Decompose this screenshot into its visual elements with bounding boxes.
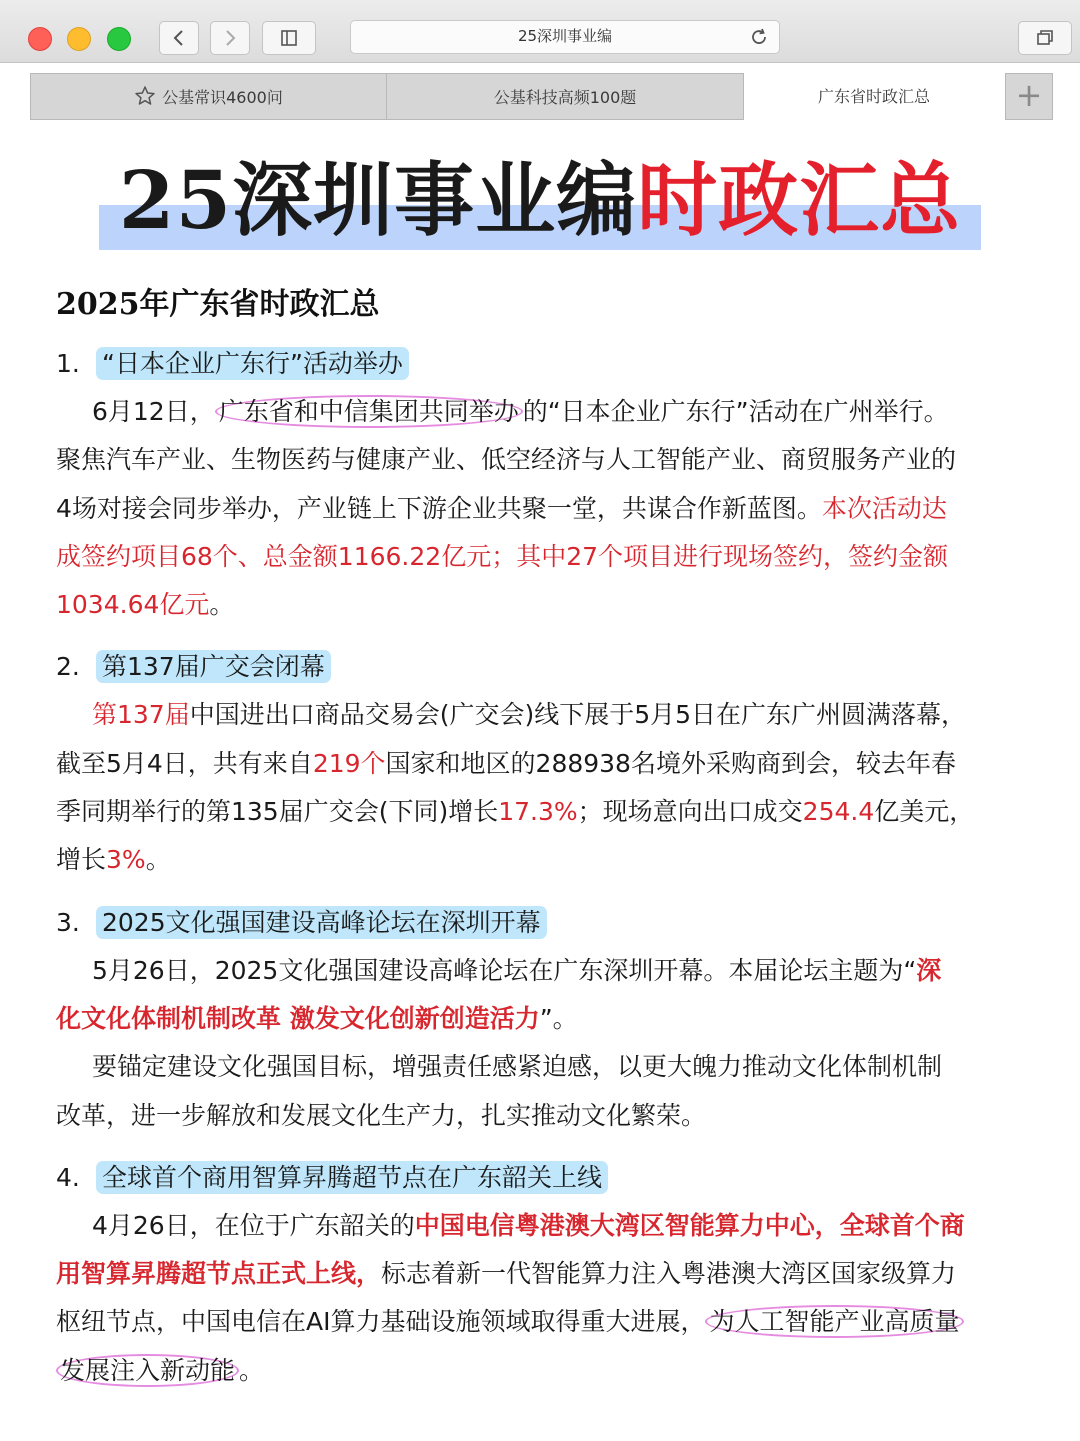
text-run: 标志着新一代智能算力注入粤港澳大湾区国家级算力 [381,1259,957,1289]
item-number: 1. [56,349,80,378]
sidebar-icon [280,29,298,47]
item-title-3 [56,899,1026,947]
text-run: 6月12日， [92,397,215,426]
item-title-text: 全球首个商用智算昇腾超节点在广东韶关上线 [96,1161,608,1194]
text-run: 枢纽节点，中国电信在AI算力基础设施领域取得重大进展， [56,1307,706,1337]
new-tab-button[interactable]: + [1005,73,1053,120]
highlight-text: 化文化体制机制改革 激发文化创新创造活力 [56,1003,540,1033]
tabs-overview-icon [1035,29,1055,47]
text-run: 。 [145,845,171,875]
item-paragraph-4 [56,1202,1026,1395]
highlight-text: 第137届 [92,700,190,730]
sidebar-toggle-button[interactable] [262,21,316,55]
item-title-text: 第137届广交会闭幕 [96,650,331,683]
item-number: 2. [56,652,80,682]
highlight-text: 成签约项目68个、总金额1166.22亿元；其中27个项目进行现场签约，签约金额 [56,541,949,571]
tab-label: 公基科技高频100题 [493,88,637,107]
text-run: ”。 [539,1003,578,1033]
headline-red: 时政汇总 [637,153,962,247]
item-number: 4. [56,1162,80,1192]
highlight-text: 深 [916,955,942,985]
star-icon [134,85,156,107]
highlight-text: 17.3% [498,797,578,827]
highlight-text: 本次活动达 [821,493,947,523]
text-run: 亿美元， [874,797,975,827]
text-run: 。 [209,590,235,620]
highlight-text: 219个 [312,748,386,778]
item-title-text: “日本企业广东行”活动举办 [96,347,409,380]
reload-icon[interactable] [749,27,769,47]
tab-label: 公基常识4600问 [162,88,283,107]
text-run: 聚焦汽车产业、生物医药与健康产业、低空经济与人工智能产业、商贸服务产业的 [56,445,957,475]
item-paragraph-2 [56,691,1026,884]
highlight-text: 254.4 [802,797,875,827]
item-title-4 [56,1154,1026,1202]
close-window-button[interactable] [28,27,52,51]
highlight-text: 3% [106,845,146,875]
text-run: 国家和地区的288938名境外采购商到会，较去年春 [385,748,956,778]
tab-public-knowledge[interactable] [30,73,387,120]
forward-button[interactable] [210,21,250,55]
text-run: 4场对接会同步举办，产业链上下游企业共聚一堂，共谋合作新蓝图。 [56,493,822,523]
show-tabs-button[interactable] [1018,21,1072,55]
tab-guangdong-politics[interactable] [744,73,1004,120]
item-paragraph-1 [56,388,1026,629]
circled-text: 为人工智能产业高质量 [705,1305,963,1338]
highlight-text: 中国电信粤港澳大湾区智能算力中心，全球首个商 [414,1210,965,1240]
text-run: ；现场意向出口成交 [577,797,803,827]
text-run: 季同期举行的第135届广交会(下同)增长 [56,797,499,827]
text-run: 5月26日，2025文化强国建设高峰论坛在广东深圳开幕。本届论坛主题为“ [92,955,917,985]
text-run: 增长 [56,845,107,875]
text-run: 。 [239,1355,265,1385]
item-title-2 [56,643,1026,691]
headline-black: 25深圳事业编 [118,153,638,247]
headline-banner [0,150,1080,260]
article-body [56,340,1026,1395]
headline [0,152,1080,248]
page-title: 25深圳事业编 [517,27,613,45]
item-title-text: 2025文化强国建设高峰论坛在深圳开幕 [96,906,547,939]
item-title-1 [56,340,1026,388]
text-run: 4月26日，在位于广东韶关的 [92,1210,415,1240]
text-run: 改革，进一步解放和发展文化生产力，扎实推动文化繁荣。 [56,1100,707,1130]
text-run: 要锚定建设文化强国目标，增强责任感紧迫感，以更大魄力推动文化体制机制 [92,1052,943,1082]
item-paragraph-3 [56,947,1026,1140]
zoom-window-button[interactable] [107,27,131,51]
highlight-text: 用智算昇腾超节点正式上线， [56,1259,382,1289]
text-run: 的“日本企业广东行”活动在广州举行。 [522,397,949,426]
text-run: 中国进出口商品交易会(广交会)线下展于5月5日在广东广州圆满落幕， [189,700,967,730]
tab-science-tech[interactable] [386,73,744,120]
highlight-text: 1034.64亿元 [56,590,210,620]
back-button[interactable] [159,21,199,55]
text-run: 截至5月4日，共有来自 [56,748,313,778]
tab-label: 广东省时政汇总 [817,87,930,106]
circled-text: 发展注入新动能 [56,1354,239,1387]
circled-text: 广东省和中信集团共同举办 [215,395,523,428]
section-heading: 2025年广东省时政汇总 [56,287,380,322]
chevron-left-icon [172,29,186,47]
address-bar[interactable] [350,20,780,54]
minimize-window-button[interactable] [67,27,91,51]
item-number: 3. [56,907,80,937]
window-titlebar [0,0,1080,63]
chevron-right-icon [223,29,237,47]
